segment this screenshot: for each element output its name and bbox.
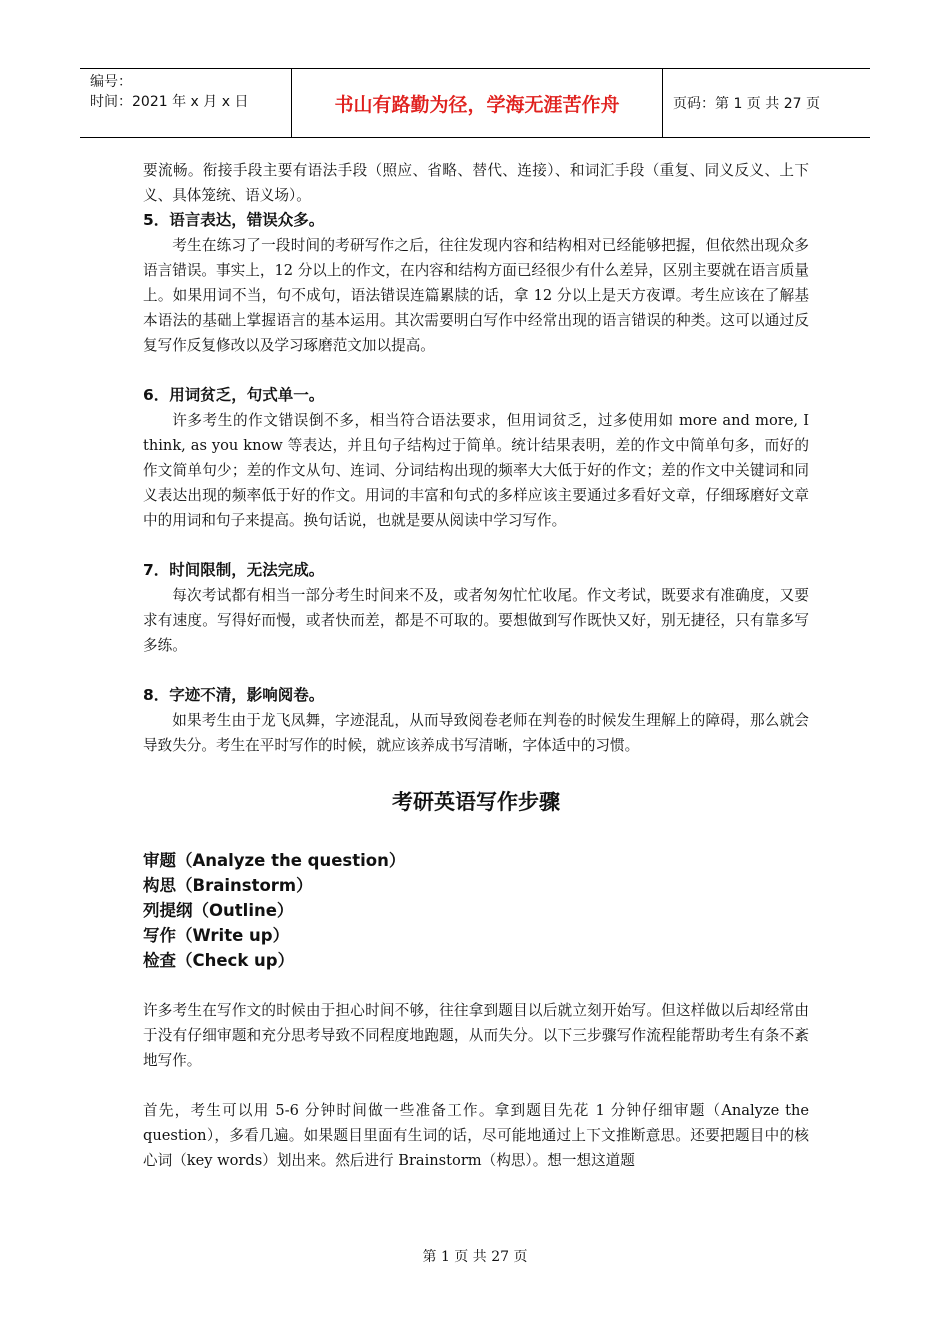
motto-text: 书山有路勤为径，学海无涯苦作舟 [334,93,620,116]
page-header [80,68,870,138]
first-step-paragraph: 首先，考生可以用 5-6 分钟时间做一些准备工作。拿到题目先花 1 分钟仔细审题（Analyze the question），多看几遍。如果题目里面有生词的话，尽可能地通过上下文推断意思。还要把题目中的核心词（key words）划出来。然后进行 Brainstorm（构思）。想一想这道题 [143,1102,809,1169]
header-page-info [663,69,870,137]
page-title: 考研英语写作步骤 [392,790,560,814]
section-6-paragraph: 许多考生的作文错误倒不多，相当符合语法要求，但用词贫乏，过多使用如 more and more, I think, as you know 等表达，并且句子结构过于简单。统计结果表明，差的作文中简单句多，而好的作文简单句少；差的作文从句、连词、分词结构出现的频率大大低于好的作文；差的作文中关键词和同义表达出现的频率低于好的作文。用词的丰富和句式的多样应该主要通过多看好文章，仔细琢磨好文章中的用词和句子来提高。换句话说，也就是要从阅读中学习写作。 [143,412,809,529]
footer-page-number: 第 1 页 共 27 页 [422,1249,528,1265]
section-5-heading: 5．语言表达，错误众多。 [143,211,325,229]
section-8-heading: 8．字迹不清，影响阅卷。 [143,686,325,704]
section-5-paragraph: 考生在练习了一段时间的考研写作之后，往往发现内容和结构相对已经能够把握，但依然出现众多语言错误。事实上，12 分以上的作文，在内容和结构方面已经很少有什么差异，区别主要就在语言质量上。如果用词不当，句不成句，语法错误连篇累牍的话，拿 12 分以上是天方夜谭。考生应该在了解基本语法的基础上掌握语言的基本运用。其次需要明白写作中经常出现的语言错误的种类。这可以通过反复写作反复修改以及学习琢磨范文加以提高。 [143,237,809,354]
header-meta [80,69,292,137]
writing-steps-list [143,848,809,973]
section-7-paragraph: 每次考试都有相当一部分考生时间来不及，或者匆匆忙忙收尾。作文考试，既要求有准确度，又要求有速度。写得好而慢，或者快而差，都是不可取的。要想做到写作既快又好，别无捷径，只有靠多写多练。 [143,587,809,654]
document-date-label: 时间：2021 年 x 月 x 日 [90,94,249,110]
step-brainstorm: 构思（Brainstorm） [143,876,313,895]
step-outline: 列提纲（Outline） [143,901,294,920]
document-number-label: 编号： [90,74,132,90]
header-motto [292,69,663,137]
step-analyze: 审题（Analyze the question） [143,851,406,870]
page-count-label: 页码：第 1 页 共 27 页 [673,96,820,112]
steps-intro-paragraph: 许多考生在写作文的时候由于担心时间不够，往往拿到题目以后就立刻开始写。但这样做以后却经常由于没有仔细审题和充分思考导致不同程度地跑题，从而失分。以下三步骤写作流程能帮助考生有条不紊地写作。 [143,1002,809,1069]
document-body [143,158,809,1173]
step-write-up: 写作（Write up） [143,926,290,945]
page-footer [0,1246,950,1266]
section-6-heading: 6．用词贫乏，句式单一。 [143,386,325,404]
intro-paragraph: 要流畅。衔接手段主要有语法手段（照应、省略、替代、连接）、和词汇手段（重复、同义反义、上下义、具体笼统、语义场）。 [143,162,809,204]
section-7-heading: 7．时间限制，无法完成。 [143,561,325,579]
section-8-paragraph: 如果考生由于龙飞凤舞，字迹混乱，从而导致阅卷老师在判卷的时候发生理解上的障碍，那么就会导致失分。考生在平时写作的时候，就应该养成书写清晰，字体适中的习惯。 [143,712,809,754]
step-check-up: 检查（Check up） [143,951,295,970]
